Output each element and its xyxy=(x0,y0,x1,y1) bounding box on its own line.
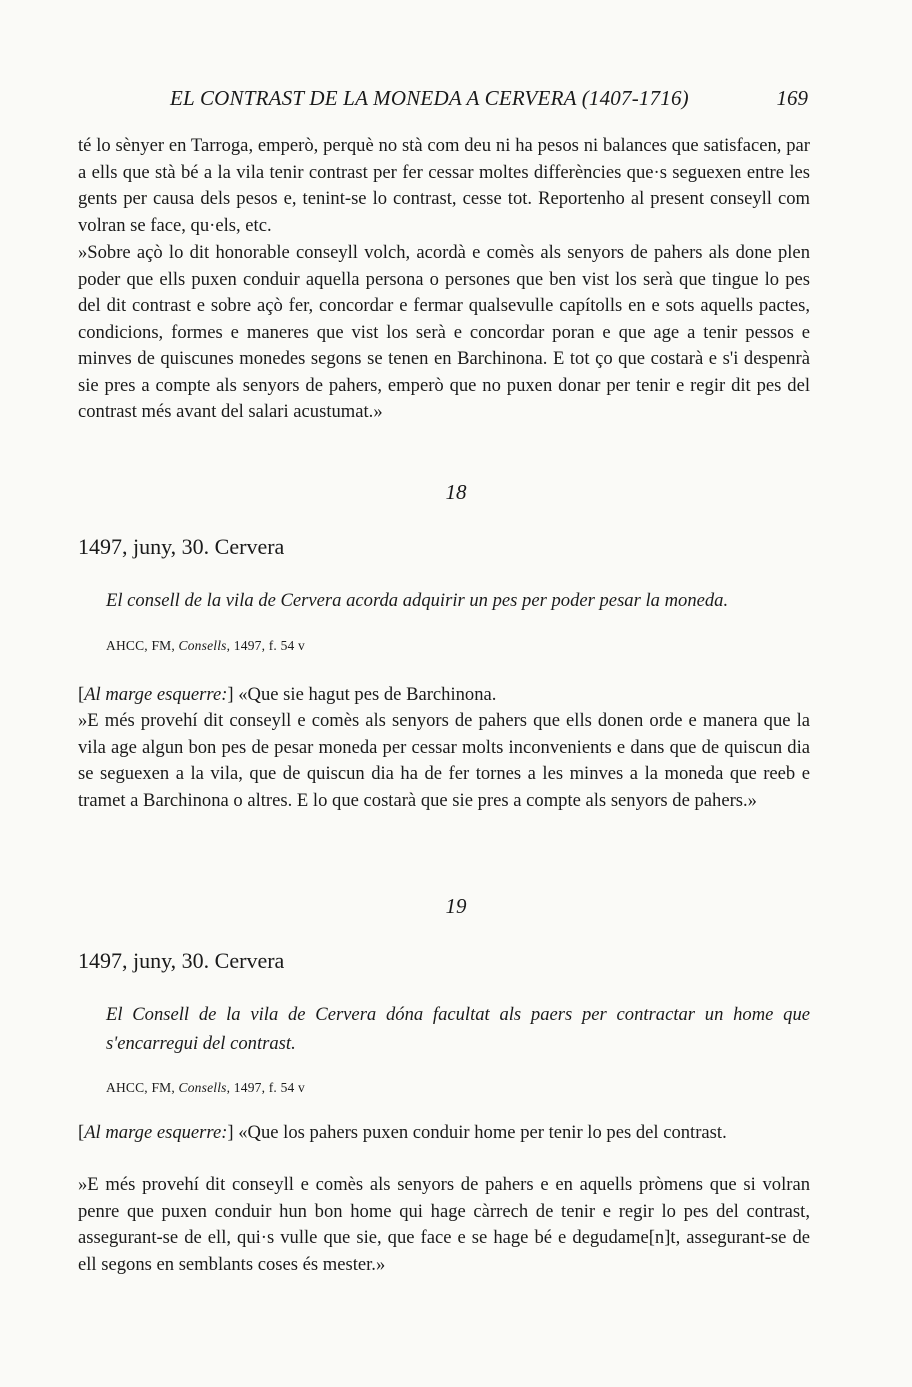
archival-source xyxy=(106,1080,305,1096)
transcription-paragraph-2: »E més provehí dit conseyll e comès als senyors de pahers e en aquells pròmens que si volran penre que puxen conduir hun bon home qui hage càrrech de tenir e regir lo pes del contrast, assegurant-se de ell, qui·s vulle que sie, que face e se hage bé e degudame[n]t, assegurant-se de ell segons en semblants coses és mester.» xyxy=(78,1174,810,1275)
source-prefix: AHCC, FM, xyxy=(106,1080,179,1095)
running-header xyxy=(150,86,810,116)
source-suffix: , 1497, f. 54 v xyxy=(226,638,306,653)
transcription-paragraph-1: [Al marge esquerre:] «Que sie hagut pes de Barchinona. xyxy=(78,684,497,705)
transcription-paragraph-2: »E més provehí dit conseyll e comès als senyors de pahers que ells donen orde e manera que la vila age algun bon pes de pesar moneda per cessar molts inconvenients e dans que de quiscun dia se seguexen a la vila, que de quiscun dia ha de fer tornes a les minves a la moneda que reeb e tramet a Barchinona o altres. E lo que costarà que sie pres a compte als senyors de pahers.» xyxy=(78,710,810,811)
running-title: EL CONTRAST DE LA MONEDA A CERVERA (1407-1716) xyxy=(170,86,689,110)
source-suffix: , 1497, f. 54 v xyxy=(226,1080,306,1095)
margin-note: Al marge esquerre: xyxy=(84,684,228,705)
source-series: Consells xyxy=(178,1080,227,1095)
document-summary: El consell de la vila de Cervera acorda adquirir un pes per poder pesar la moneda. xyxy=(106,590,729,611)
intro-paragraph-2: »Sobre açò lo dit honorable conseyll volch, acordà e comès als senyors de pahers als done plen poder que ells puxen conduir aquella persona o persones que ben vist los serà que tingue lo pes del dit contrast e sobre açò fer, concordar e fermar qualsevulle capítolls en e sots aquells pactes, condicions, formes e maneres que vist los serà e concordar poran e que age a tenir pessos e minves de quiscunes monedes segons se tenen en Barchinona. E tot ço que costarà e s'i despenrà sie pres a compte als senyors de pahers, emperò que no puxen donar per tenir e regir dit pes del contrast més avant del salari acustumat.» xyxy=(78,242,810,422)
archival-source xyxy=(106,638,305,654)
margin-quote: «Que los pahers puxen conduir home per tenir lo pes del contrast. xyxy=(238,1122,727,1143)
document-date: 1497, juny, 30. Cervera xyxy=(78,534,285,559)
page-number: 169 xyxy=(776,86,808,110)
document-number: 19 xyxy=(445,894,467,918)
margin-quote: «Que sie hagut pes de Barchinona. xyxy=(238,684,497,705)
document-number: 18 xyxy=(445,480,467,504)
document-summary: El Consell de la vila de Cervera dóna facultat als paers per contractar un home que s'encarregui del contrast. xyxy=(106,1004,810,1054)
source-prefix: AHCC, FM, xyxy=(106,638,179,653)
margin-note: Al marge esquerre: xyxy=(84,1122,228,1143)
transcription-paragraph-1: [Al marge esquerre:] «Que los pahers puxen conduir home per tenir lo pes del contrast. xyxy=(78,1122,727,1143)
source-series: Consells xyxy=(178,638,227,653)
document-date: 1497, juny, 30. Cervera xyxy=(78,948,285,973)
intro-paragraph-1: té lo sènyer en Tarroga, emperò, perquè no stà com deu ni ha pesos ni balances que satisfacen, par a ells que stà bé a la vila tenir contrast per fer cessar moltes differències que·s seguexen entre les gents per causa dels pesos e, tenint-se lo contrast, cesse tot. Reportenho al present conseyll com volran se face, qu·els, etc. xyxy=(78,135,810,236)
